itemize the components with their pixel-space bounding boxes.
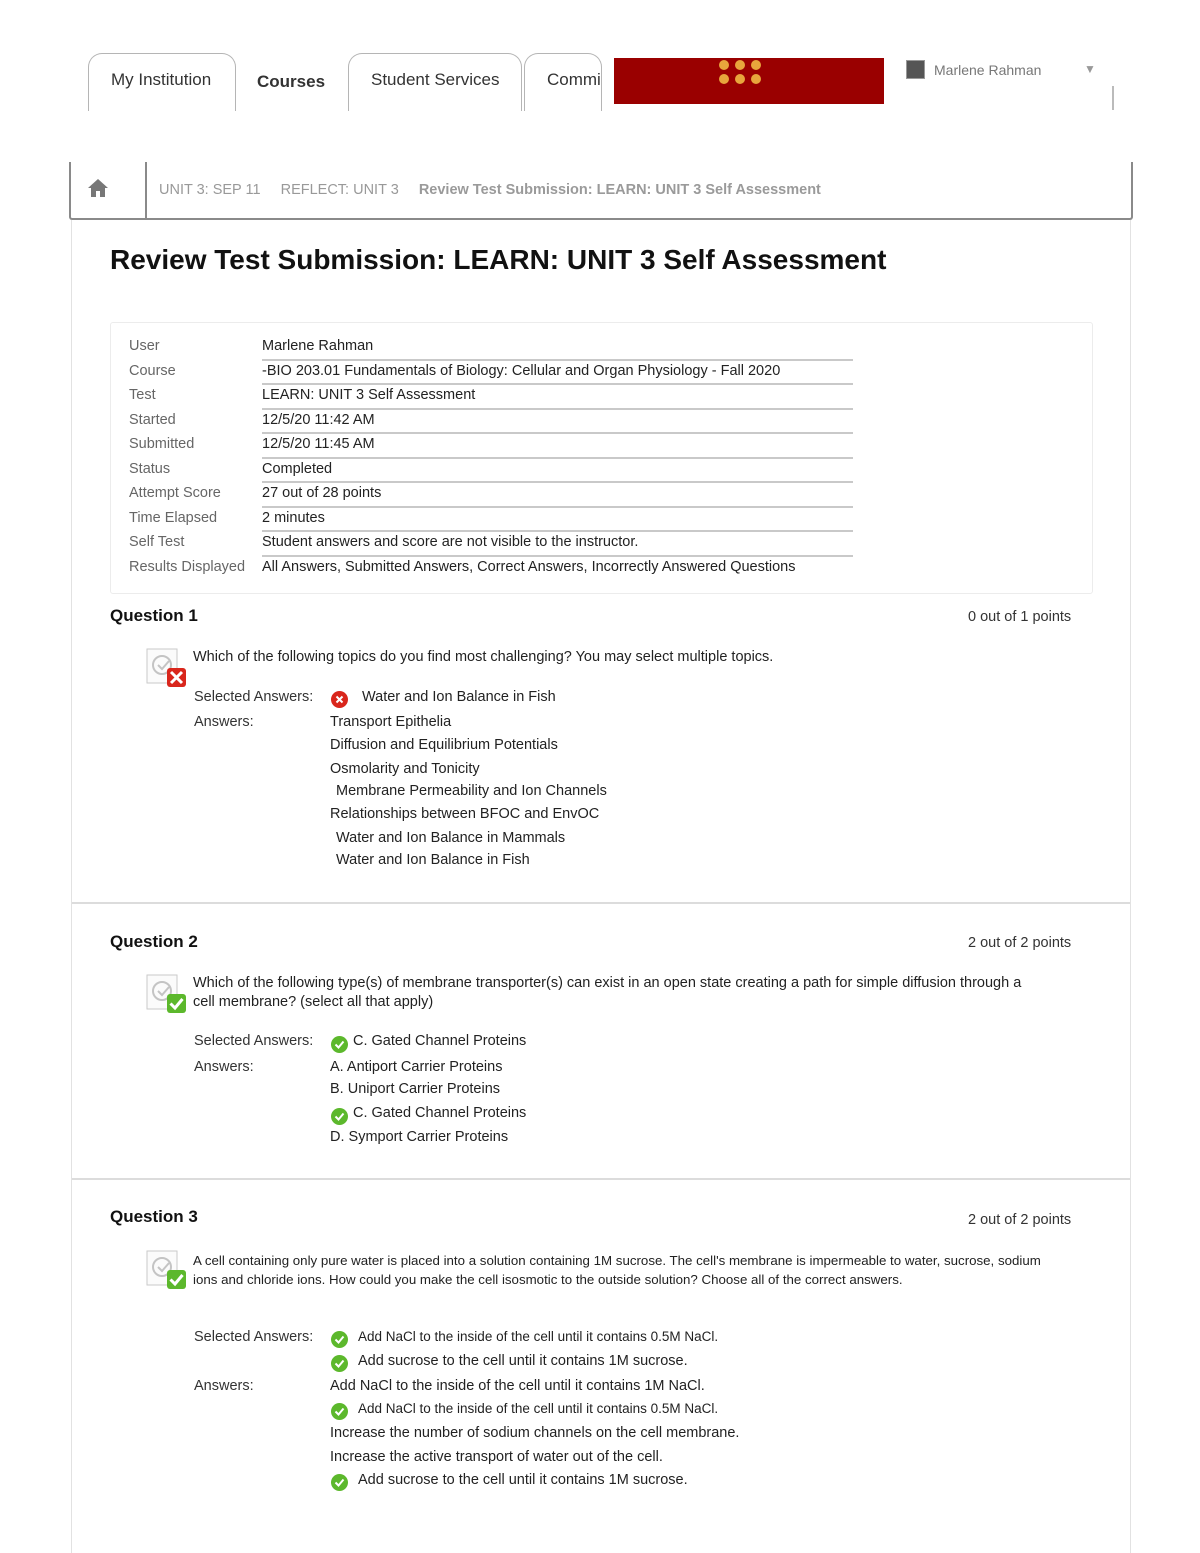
question-1-score: 0 out of 1 points [968, 609, 1072, 625]
incorrect-icon [331, 691, 348, 708]
question-divider [72, 1178, 1130, 1180]
answer-option: D. Symport Carrier Proteins [330, 1129, 509, 1145]
detail-key: Started [129, 411, 176, 428]
question-3-score: 2 out of 2 points [968, 1212, 1072, 1228]
detail-value: LEARN: UNIT 3 Self Assessment [262, 387, 476, 403]
answers-label: Answers: [194, 1378, 254, 1394]
answer-option: Increase the active transport of water out of the cell. [330, 1449, 663, 1465]
answer-option: Add NaCl to the inside of the cell until it contains 1M NaCl. [330, 1378, 705, 1394]
detail-row [128, 385, 853, 410]
answer-option: C. Gated Channel Proteins [353, 1105, 527, 1121]
answer-option: Relationships between BFOC and EnvOC [330, 806, 600, 822]
detail-value: Student answers and score are not visible to the instructor. [262, 534, 639, 550]
correct-icon [331, 1403, 348, 1420]
detail-key: Status [129, 460, 171, 477]
selected-answers-label: Selected Answers: [194, 689, 314, 705]
detail-key: Self Test [129, 534, 185, 550]
detail-key: User [129, 338, 160, 354]
answer-option: A. Antiport Carrier Proteins [330, 1059, 503, 1075]
answers-label: Answers: [194, 714, 254, 730]
divider [1112, 86, 1114, 110]
detail-row [128, 557, 853, 582]
detail-value: Completed [262, 460, 333, 477]
detail-row [128, 459, 853, 484]
selected-answer: Water and Ion Balance in Fish [362, 689, 556, 705]
answer-option: Osmolarity and Tonicity [330, 761, 480, 777]
answer-option: Water and Ion Balance in Mammals [336, 830, 566, 846]
question-2-heading: Question 2 [110, 932, 198, 951]
detail-key: Submitted [129, 436, 195, 452]
detail-value: 12/5/20 11:45 AM [262, 436, 375, 452]
selected-answers-label: Selected Answers: [194, 1329, 314, 1345]
detail-value: All Answers, Submitted Answers, Correct Answers, Incorrectly Answered Questions [262, 558, 796, 575]
selected-answer: Add NaCl to the inside of the cell until it contains 0.5M NaCl. [358, 1329, 719, 1344]
detail-row [128, 434, 853, 459]
detail-key: Results Displayed [129, 558, 246, 575]
question-2-text: Which of the following type(s) of membrane transporter(s) can exist in an open state creating a path for simple diffusion through a cell membrane? (select all that apply) [193, 975, 1022, 1010]
incorrect-question-icon [146, 648, 188, 690]
question-1-text: Which of the following topics do you find most challenging? You may select multiple topics. [193, 649, 774, 665]
tab-community[interactable]: Commi [524, 53, 602, 111]
selected-answer: C. Gated Channel Proteins [353, 1033, 527, 1049]
answer-option: B. Uniport Carrier Proteins [330, 1081, 501, 1097]
brand-logo-icon [719, 60, 761, 84]
correct-question-icon [146, 1250, 188, 1292]
answer-option: Add NaCl to the inside of the cell until it contains 0.5M NaCl. [358, 1401, 719, 1416]
selected-answers-label: Selected Answers: [194, 1033, 314, 1049]
detail-value: 2 minutes [262, 509, 325, 526]
breadcrumb-item-reflect[interactable]: REFLECT: UNIT 3 [280, 182, 399, 198]
detail-row [128, 410, 853, 435]
question-divider [72, 902, 1130, 904]
correct-icon [331, 1355, 348, 1372]
answer-option: Transport Epithelia [330, 714, 452, 730]
answer-option: Diffusion and Equilibrium Potentials [330, 737, 558, 753]
detail-key: Course [129, 362, 176, 379]
answers-label: Answers: [194, 1059, 254, 1075]
chevron-down-icon[interactable]: ▼ [1084, 62, 1096, 76]
detail-row [128, 483, 853, 508]
question-3-heading: Question 3 [110, 1207, 198, 1226]
detail-key: Time Elapsed [129, 509, 218, 526]
detail-value: 12/5/20 11:42 AM [262, 411, 375, 428]
detail-value: Marlene Rahman [262, 338, 374, 354]
question-3-text: A cell containing only pure water is placed into a solution containing 1M sucrose. The cell's membrane is impermeable to water, sucrose, sodium ions and chloride ions. How could you make the cell isosmotic to the outside solution? Choose all of the correct answers. [193, 1253, 1041, 1287]
detail-key: Test [129, 387, 156, 403]
selected-answer: Add sucrose to the cell until it contains 1M sucrose. [358, 1353, 688, 1369]
detail-value: -BIO 203.01 Fundamentals of Biology: Cellular and Organ Physiology - Fall 2020 [262, 362, 781, 379]
answer-option: Increase the number of sodium channels on the cell membrane. [330, 1425, 740, 1441]
detail-row [128, 532, 853, 557]
correct-icon [331, 1108, 348, 1125]
page-title: Review Test Submission: LEARN: UNIT 3 Self Assessment [110, 244, 887, 275]
question-2-score: 2 out of 2 points [968, 935, 1072, 951]
home-button[interactable] [71, 162, 147, 218]
correct-question-icon [146, 974, 188, 1016]
home-icon [87, 178, 109, 198]
answer-option: Add sucrose to the cell until it contains 1M sucrose. [358, 1472, 688, 1488]
tab-student-services[interactable]: Student Services [348, 53, 522, 111]
correct-icon [331, 1331, 348, 1348]
detail-row [128, 336, 853, 361]
correct-icon [331, 1474, 348, 1491]
question-1-heading: Question 1 [110, 606, 198, 625]
breadcrumb-current: Review Test Submission: LEARN: UNIT 3 Self Assessment [418, 182, 821, 198]
detail-key: Attempt Score [129, 485, 221, 501]
detail-row [128, 508, 853, 533]
tab-courses[interactable]: Courses [236, 55, 348, 113]
detail-row [128, 361, 853, 386]
answer-option: Water and Ion Balance in Fish [336, 852, 530, 868]
answer-option: Membrane Permeability and Ion Channels [336, 783, 607, 799]
breadcrumb-item-unit[interactable]: UNIT 3: SEP 11 [159, 182, 261, 198]
avatar [906, 60, 925, 79]
user-menu[interactable] [906, 60, 1116, 112]
user-name[interactable]: Marlene Rahman [934, 62, 1042, 78]
detail-value: 27 out of 28 points [262, 485, 382, 501]
breadcrumb [69, 162, 1133, 220]
tab-my-institution[interactable]: My Institution [88, 53, 236, 111]
brand-banner[interactable] [614, 58, 884, 104]
correct-icon [331, 1036, 348, 1053]
